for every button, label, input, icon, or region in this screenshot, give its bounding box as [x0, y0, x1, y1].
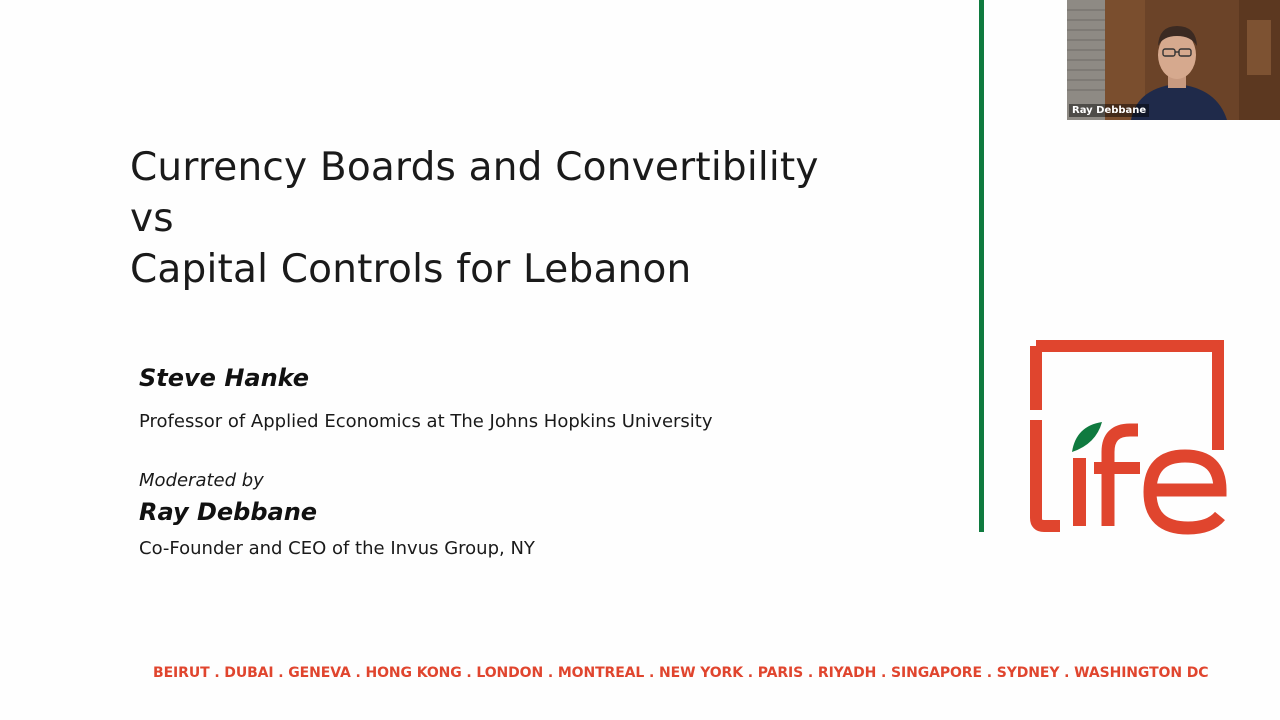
- participant-video-feed: [1067, 0, 1280, 120]
- title-line-3: Capital Controls for Lebanon: [130, 247, 692, 292]
- slide-title: [130, 142, 950, 295]
- office-cities-list: BEIRUT . DUBAI . GENEVA . HONG KONG . LONDON . MONTREAL . NEW YORK . PARIS . RIYADH . SINGAPORE . SYDNEY . WASHINGTON DC: [153, 665, 1209, 681]
- moderator-name: Ray Debbane: [139, 498, 318, 526]
- moderator-role: Co-Founder and CEO of the Invus Group, NY: [139, 538, 535, 559]
- participant-name-label: Ray Debbane: [1069, 104, 1149, 117]
- speaker-role: Professor of Applied Economics at The Johns Hopkins University: [139, 411, 713, 432]
- life-logo-icon: [1030, 340, 1230, 535]
- participant-video-tile[interactable]: [1067, 0, 1280, 120]
- speaker-name: Steve Hanke: [139, 364, 310, 392]
- moderated-by-label: Moderated by: [139, 470, 264, 491]
- title-line-2: vs: [130, 196, 174, 241]
- title-line-1: Currency Boards and Convertibility: [130, 145, 819, 190]
- vertical-divider: [979, 0, 984, 532]
